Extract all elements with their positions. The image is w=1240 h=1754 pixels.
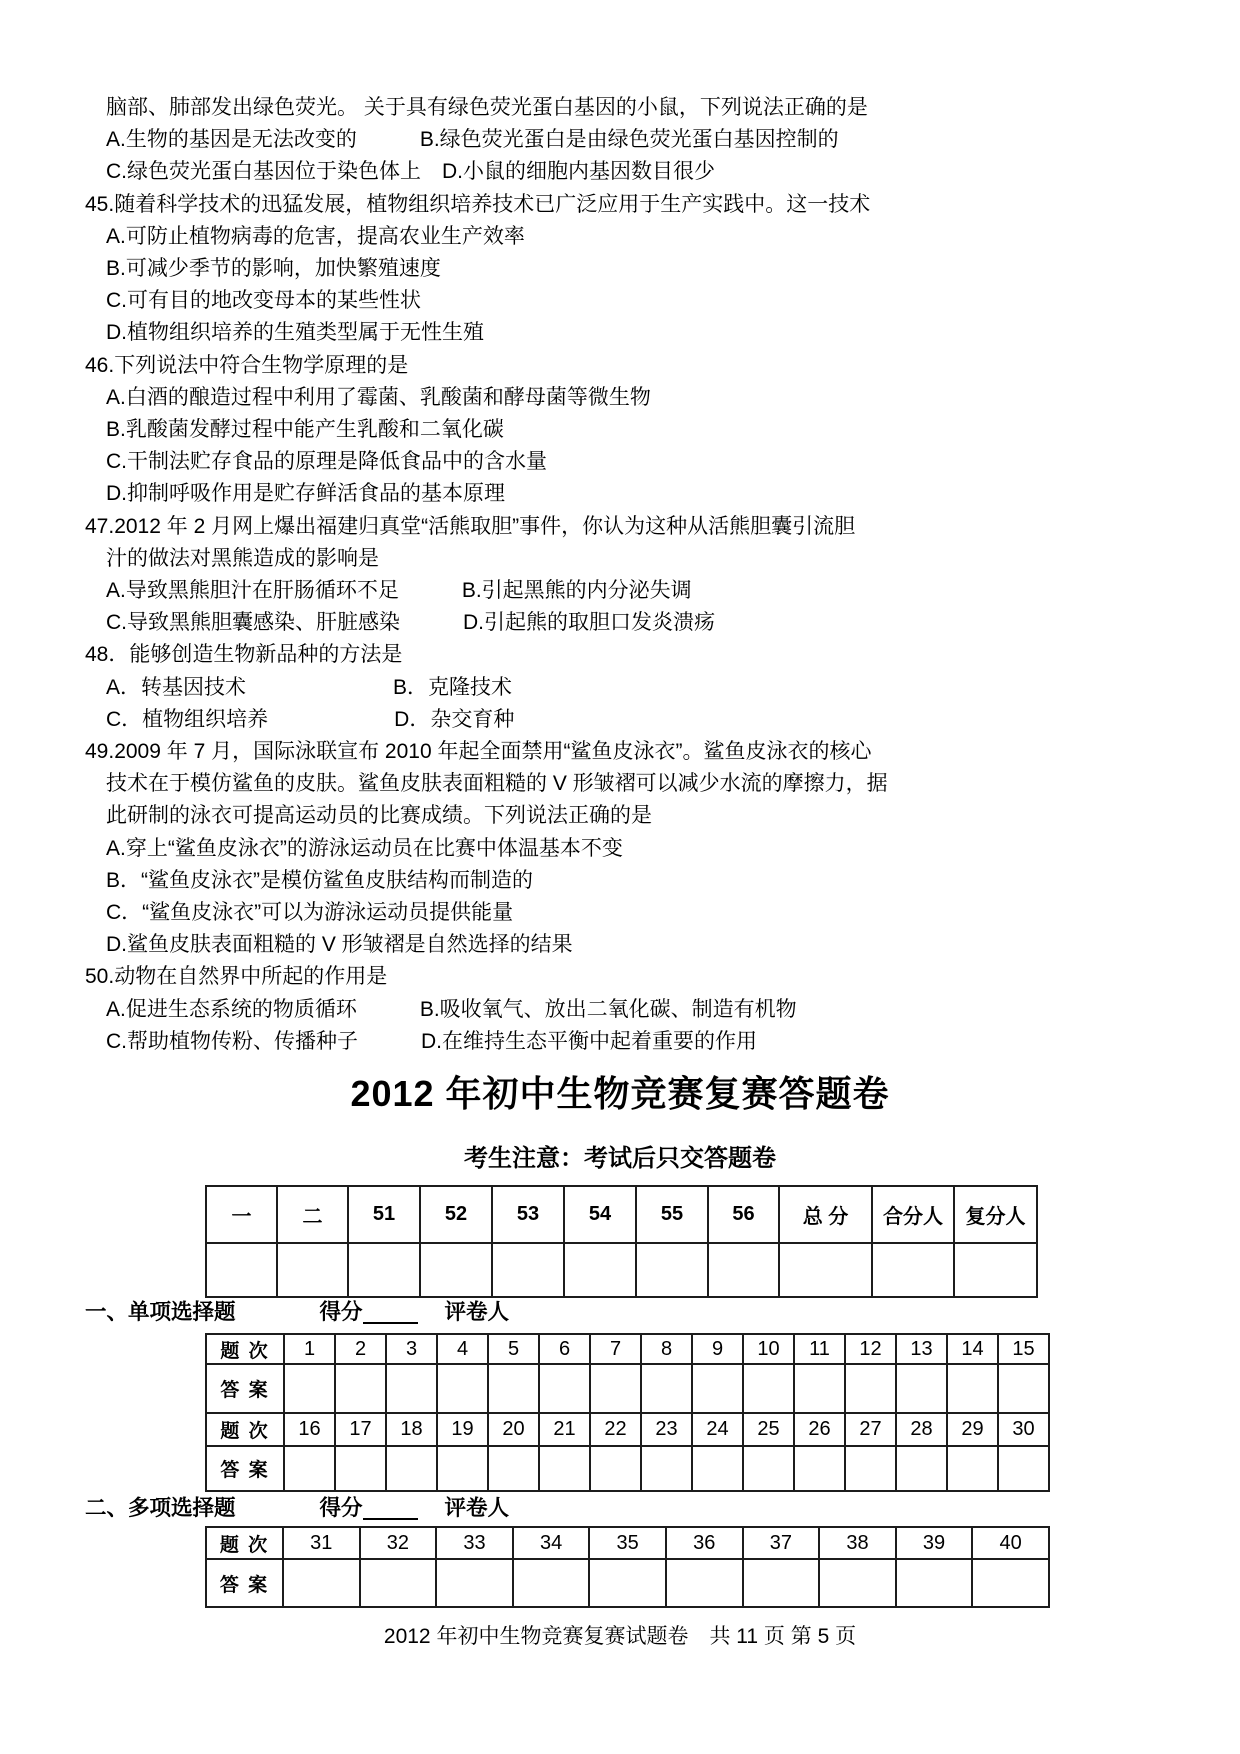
question-line: 46.下列说法中符合生物学原理的是: [85, 353, 409, 377]
row-label-cell: 题 次: [206, 1413, 284, 1446]
score-entry-cell[interactable]: [636, 1243, 708, 1297]
score-entry-cell[interactable]: [564, 1243, 636, 1297]
question-line: B．“鲨鱼皮泳衣”是模仿鲨鱼皮肤结构而制造的: [106, 868, 533, 892]
question-number-cell: 34: [513, 1527, 590, 1559]
question-number-cell: 21: [539, 1413, 590, 1446]
answer-cell[interactable]: [692, 1364, 743, 1413]
score-header-cell: 54: [564, 1186, 636, 1243]
answer-cell[interactable]: [819, 1559, 896, 1607]
question-line: C.干制法贮存食品的原理是降低食品中的含水量: [106, 450, 547, 474]
score-entry-cell[interactable]: [872, 1243, 954, 1297]
question-line: C.绿色荧光蛋白基因位于染色体上 D.小鼠的细胞内基因数目很少: [106, 160, 715, 184]
question-line: A.穿上“鲨鱼皮泳衣”的游泳运动员在比赛中体温基本不变: [106, 836, 623, 860]
answer-cell[interactable]: [513, 1559, 590, 1607]
question-line: A.白酒的酿造过程中利用了霉菌、乳酸菌和酵母菌等微生物: [106, 385, 651, 409]
question-line: C.帮助植物传粉、传播种子 D.在维持生态平衡中起着重要的作用: [106, 1029, 757, 1053]
question-number-cell: 1: [284, 1334, 335, 1364]
score-entry-cell[interactable]: [420, 1243, 492, 1297]
score-blank[interactable]: [363, 1500, 418, 1520]
question-number-cell: 29: [947, 1413, 998, 1446]
grader-label: 评卷人: [444, 1496, 510, 1520]
question-number-cell: 16: [284, 1413, 335, 1446]
score-header-cell: 复分人: [954, 1186, 1037, 1243]
question-number-cell: 33: [436, 1527, 513, 1559]
answer-cell[interactable]: [666, 1559, 743, 1607]
score-blank[interactable]: [363, 1304, 418, 1324]
question-number-cell: 37: [743, 1527, 820, 1559]
question-number-cell: 13: [896, 1334, 947, 1364]
row-label-cell: 答 案: [206, 1446, 284, 1491]
question-number-cell: 3: [386, 1334, 437, 1364]
question-number-cell: 40: [972, 1527, 1049, 1559]
answer-cell[interactable]: [743, 1446, 794, 1491]
question-line: 此研制的泳衣可提高运动员的比赛成绩。下列说法正确的是: [106, 804, 652, 828]
question-number-cell: 26: [794, 1413, 845, 1446]
question-line: A．转基因技术 B．克隆技术: [106, 675, 513, 699]
question-number-cell: 35: [589, 1527, 666, 1559]
score-header-cell: 合分人: [872, 1186, 954, 1243]
page-footer: 2012 年初中生物竞赛复赛试题卷 共 11 页 第 5 页: [383, 1625, 857, 1648]
answer-cell[interactable]: [641, 1446, 692, 1491]
answer-cell[interactable]: [641, 1364, 692, 1413]
question-line: 49.2009 年 7 月，国际泳联宣布 2010 年起全面禁用“鲨鱼皮泳衣”。鲨鱼皮泳衣的核心: [85, 740, 872, 764]
score-entry-cell[interactable]: [954, 1243, 1037, 1297]
question-line: 汁的做法对黑熊造成的影响是: [106, 546, 379, 570]
answer-cell[interactable]: [360, 1559, 437, 1607]
score-entry-cell[interactable]: [492, 1243, 564, 1297]
answer-cell[interactable]: [692, 1446, 743, 1491]
section-label: 一、单项选择题: [85, 1300, 236, 1324]
answer-table-multi-choice: [205, 1526, 1050, 1608]
answer-cell[interactable]: [972, 1559, 1049, 1607]
answer-table-single-choice: [205, 1333, 1050, 1492]
answer-cell[interactable]: [539, 1446, 590, 1491]
table-row: [206, 1413, 1049, 1446]
question-line: A.促进生态系统的物质循环 B.吸收氧气、放出二氧化碳、制造有机物: [106, 997, 797, 1021]
answer-cell[interactable]: [590, 1364, 641, 1413]
answer-cell[interactable]: [589, 1559, 666, 1607]
grader-label: 评卷人: [444, 1300, 510, 1324]
question-number-cell: 23: [641, 1413, 692, 1446]
answer-cell[interactable]: [794, 1364, 845, 1413]
answer-cell[interactable]: [437, 1446, 488, 1491]
question-number-cell: 32: [360, 1527, 437, 1559]
answer-cell[interactable]: [284, 1446, 335, 1491]
question-number-cell: 12: [845, 1334, 896, 1364]
question-number-cell: 27: [845, 1413, 896, 1446]
question-line: A.可防止植物病毒的危害，提高农业生产效率: [106, 224, 525, 248]
answer-cell[interactable]: [335, 1364, 386, 1413]
score-header-cell: 53: [492, 1186, 564, 1243]
answer-cell[interactable]: [335, 1446, 386, 1491]
answer-cell[interactable]: [436, 1559, 513, 1607]
answer-cell[interactable]: [947, 1364, 998, 1413]
question-line: C．“鲨鱼皮泳衣”可以为游泳运动员提供能量: [106, 901, 514, 925]
score-header-cell: 56: [708, 1186, 779, 1243]
question-line: A.生物的基因是无法改变的 B.绿色荧光蛋白是由绿色荧光蛋白基因控制的: [106, 128, 839, 152]
answer-cell[interactable]: [998, 1446, 1049, 1491]
answer-cell[interactable]: [386, 1446, 437, 1491]
answer-cell[interactable]: [845, 1364, 896, 1413]
question-number-cell: 5: [488, 1334, 539, 1364]
table-row: [206, 1527, 1049, 1559]
score-header-cell: 一: [206, 1186, 277, 1243]
score-label: 得分: [319, 1300, 363, 1324]
score-entry-cell[interactable]: [348, 1243, 420, 1297]
question-line: 47.2012 年 2 月网上爆出福建归真堂“活熊取胆”事件，你认为这种从活熊胆囊引流胆: [85, 514, 856, 538]
question-line: 48．能够创造生物新品种的方法是: [85, 643, 403, 667]
question-line: D.抑制呼吸作用是贮存鲜活食品的基本原理: [106, 482, 505, 506]
question-line: 45.随着科学技术的迅猛发展，植物组织培养技术已广泛应用于生产实践中。这一技术: [85, 192, 871, 216]
score-entry-cell[interactable]: [206, 1243, 277, 1297]
answer-cell[interactable]: [794, 1446, 845, 1491]
answer-cell[interactable]: [539, 1364, 590, 1413]
answer-cell[interactable]: [283, 1559, 360, 1607]
question-line: C.导致黑熊胆囊感染、肝脏感染 D.引起熊的取胆口发炎溃疡: [106, 611, 715, 635]
question-number-cell: 25: [743, 1413, 794, 1446]
question-line: A.导致黑熊胆汁在肝肠循环不足 B.引起黑熊的内分泌失调: [106, 579, 692, 603]
table-row: [206, 1186, 1037, 1243]
table-row: [206, 1559, 1049, 1607]
question-number-cell: 10: [743, 1334, 794, 1364]
answer-cell[interactable]: [743, 1559, 820, 1607]
question-number-cell: 36: [666, 1527, 743, 1559]
question-number-cell: 39: [896, 1527, 973, 1559]
score-entry-cell[interactable]: [779, 1243, 872, 1297]
table-row: [206, 1364, 1049, 1413]
question-line: 50.动物在自然界中所起的作用是: [85, 965, 388, 989]
table-row: [206, 1334, 1049, 1364]
question-line: 脑部、肺部发出绿色荧光。 关于具有绿色荧光蛋白基因的小鼠，下列说法正确的是: [106, 96, 868, 119]
notice-line: 考生注意：考试后只交答题卷: [464, 1145, 776, 1172]
answer-cell[interactable]: [896, 1364, 947, 1413]
row-label-cell: 题 次: [206, 1527, 283, 1559]
section-label: 二、多项选择题: [85, 1496, 236, 1520]
section-heading-single-choice: [85, 1300, 509, 1326]
answer-cell[interactable]: [743, 1364, 794, 1413]
question-number-cell: 30: [998, 1413, 1049, 1446]
table-row: [206, 1243, 1037, 1297]
question-number-cell: 4: [437, 1334, 488, 1364]
answer-cell[interactable]: [386, 1364, 437, 1413]
question-number-cell: 17: [335, 1413, 386, 1446]
question-number-cell: 15: [998, 1334, 1049, 1364]
answer-cell[interactable]: [947, 1446, 998, 1491]
question-number-cell: 18: [386, 1413, 437, 1446]
question-number-cell: 8: [641, 1334, 692, 1364]
question-number-cell: 28: [896, 1413, 947, 1446]
question-number-cell: 7: [590, 1334, 641, 1364]
score-header-cell: 总 分: [779, 1186, 872, 1243]
score-entry-cell[interactable]: [277, 1243, 348, 1297]
row-label-cell: 答 案: [206, 1559, 283, 1607]
question-line: D.植物组织培养的生殖类型属于无性生殖: [106, 321, 484, 345]
page-title: 2012 年初中生物竞赛复赛答题卷: [350, 1073, 890, 1114]
answer-cell[interactable]: [488, 1446, 539, 1491]
table-row: [206, 1446, 1049, 1491]
question-line: C.可有目的地改变母本的某些性状: [106, 289, 421, 313]
score-label: 得分: [319, 1496, 363, 1520]
score-header-cell: 55: [636, 1186, 708, 1243]
answer-cell[interactable]: [998, 1364, 1049, 1413]
answer-cell[interactable]: [896, 1559, 973, 1607]
question-number-cell: 38: [819, 1527, 896, 1559]
question-block: [0, 92, 1240, 1058]
question-number-cell: 19: [437, 1413, 488, 1446]
row-label-cell: 题 次: [206, 1334, 284, 1364]
question-number-cell: 20: [488, 1413, 539, 1446]
question-number-cell: 14: [947, 1334, 998, 1364]
question-number-cell: 24: [692, 1413, 743, 1446]
question-number-cell: 9: [692, 1334, 743, 1364]
answer-cell[interactable]: [845, 1446, 896, 1491]
score-header-cell: 51: [348, 1186, 420, 1243]
answer-cell[interactable]: [896, 1446, 947, 1491]
question-line: B.可减少季节的影响，加快繁殖速度: [106, 257, 441, 281]
score-header-cell: 52: [420, 1186, 492, 1243]
score-header-cell: 二: [277, 1186, 348, 1243]
question-number-cell: 6: [539, 1334, 590, 1364]
question-line: C．植物组织培养 D．杂交育种: [106, 707, 515, 731]
row-label-cell: 答 案: [206, 1364, 284, 1413]
question-line: D.鲨鱼皮肤表面粗糙的 V 形皱褶是自然选择的结果: [106, 933, 573, 957]
answer-cell[interactable]: [437, 1364, 488, 1413]
question-number-cell: 2: [335, 1334, 386, 1364]
answer-cell[interactable]: [488, 1364, 539, 1413]
answer-cell[interactable]: [590, 1446, 641, 1491]
question-number-cell: 11: [794, 1334, 845, 1364]
question-line: B.乳酸菌发酵过程中能产生乳酸和二氧化碳: [106, 418, 504, 442]
score-entry-cell[interactable]: [708, 1243, 779, 1297]
score-summary-table: [205, 1185, 1038, 1298]
question-line: 技术在于模仿鲨鱼的皮肤。鲨鱼皮肤表面粗糙的 V 形皱褶可以减少水流的摩擦力，据: [106, 772, 888, 796]
section-heading-multi-choice: [85, 1496, 509, 1522]
answer-cell[interactable]: [284, 1364, 335, 1413]
question-number-cell: 31: [283, 1527, 360, 1559]
question-number-cell: 22: [590, 1413, 641, 1446]
